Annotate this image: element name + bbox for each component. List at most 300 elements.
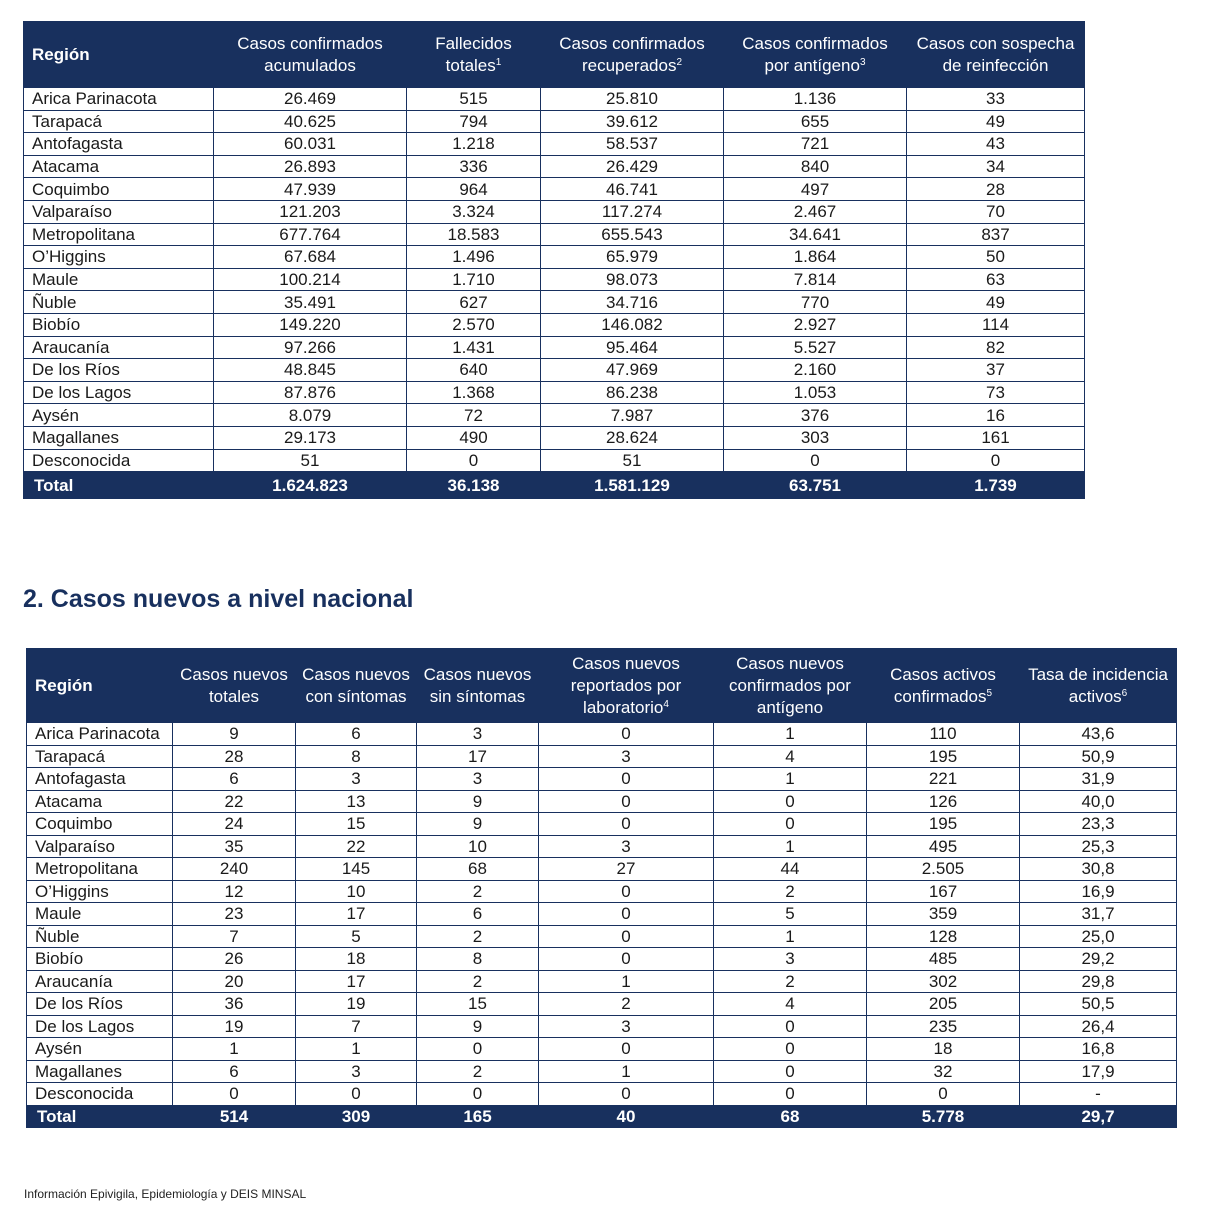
- value-cell: 8.079: [214, 404, 407, 427]
- region-cell: Maule: [24, 268, 214, 291]
- value-cell: 36: [173, 993, 296, 1016]
- region-cell: Aysén: [24, 404, 214, 427]
- cumulative-cases-table: [23, 21, 1085, 499]
- value-cell: 655: [724, 110, 907, 133]
- region-cell: Maule: [27, 903, 173, 926]
- value-cell: 0: [714, 1083, 867, 1106]
- value-cell: 39.612: [541, 110, 724, 133]
- value-cell: 964: [407, 178, 541, 201]
- value-cell: 2.570: [407, 313, 541, 336]
- value-cell: 770: [724, 291, 907, 314]
- region-cell: Arica Parinacota: [24, 88, 214, 111]
- value-cell: 82: [907, 336, 1085, 359]
- value-cell: 15: [296, 813, 417, 836]
- value-cell: 359: [867, 903, 1020, 926]
- value-cell: 490: [407, 426, 541, 449]
- value-cell: 16,9: [1020, 880, 1177, 903]
- value-cell: 376: [724, 404, 907, 427]
- value-cell: 3: [539, 835, 714, 858]
- table-row: [24, 133, 1085, 156]
- column-header: Casos nuevos sin síntomas: [417, 649, 539, 723]
- value-cell: 25,0: [1020, 925, 1177, 948]
- value-cell: 0: [907, 449, 1085, 472]
- value-cell: 235: [867, 1015, 1020, 1038]
- value-cell: 3: [417, 768, 539, 791]
- table-row: [24, 110, 1085, 133]
- value-cell: 24: [173, 813, 296, 836]
- value-cell: 97.266: [214, 336, 407, 359]
- value-cell: 1.136: [724, 88, 907, 111]
- value-cell: 4: [714, 745, 867, 768]
- column-header: Casos activos confirmados$^5$: [867, 649, 1020, 723]
- value-cell: 26.469: [214, 88, 407, 111]
- region-cell: Tarapacá: [24, 110, 214, 133]
- region-cell: O’Higgins: [24, 246, 214, 269]
- value-cell: 3: [539, 745, 714, 768]
- value-cell: 5: [296, 925, 417, 948]
- value-cell: 23,3: [1020, 813, 1177, 836]
- value-cell: 840: [724, 155, 907, 178]
- table-row: [24, 449, 1085, 472]
- value-cell: 2.505: [867, 858, 1020, 881]
- value-cell: 35.491: [214, 291, 407, 314]
- column-header: Casos confirmados acumulados: [214, 22, 407, 88]
- region-cell: Valparaíso: [24, 200, 214, 223]
- region-cell: Atacama: [27, 790, 173, 813]
- value-cell: 3: [296, 1060, 417, 1083]
- value-cell: 7: [296, 1015, 417, 1038]
- value-cell: 47.939: [214, 178, 407, 201]
- region-cell: Total: [27, 1105, 173, 1128]
- value-cell: 0: [539, 790, 714, 813]
- footnote-marker: 5: [986, 687, 993, 699]
- value-cell: 2: [417, 925, 539, 948]
- value-cell: 0: [724, 449, 907, 472]
- column-header: Casos con sospecha de reinfección: [907, 22, 1085, 88]
- table-row: [24, 246, 1085, 269]
- value-cell: 29,8: [1020, 970, 1177, 993]
- value-cell: 5.527: [724, 336, 907, 359]
- value-cell: 29,7: [1020, 1105, 1177, 1128]
- value-cell: 73: [907, 381, 1085, 404]
- value-cell: 1: [296, 1038, 417, 1061]
- value-cell: 1.368: [407, 381, 541, 404]
- table-row: [27, 903, 1177, 926]
- value-cell: 9: [417, 1015, 539, 1038]
- value-cell: 721: [724, 133, 907, 156]
- region-cell: Metropolitana: [27, 858, 173, 881]
- region-cell: Magallanes: [27, 1060, 173, 1083]
- value-cell: 26.429: [541, 155, 724, 178]
- value-cell: 48.845: [214, 359, 407, 382]
- region-cell: Desconocida: [27, 1083, 173, 1106]
- value-cell: 29,2: [1020, 948, 1177, 971]
- section-title: 2. Casos nuevos a nivel nacional: [23, 585, 414, 613]
- region-cell: Atacama: [24, 155, 214, 178]
- value-cell: 0: [539, 948, 714, 971]
- table-row: [24, 155, 1085, 178]
- table-row: [27, 1015, 1177, 1038]
- table-row: [27, 723, 1177, 746]
- value-cell: 50: [907, 246, 1085, 269]
- value-cell: 205: [867, 993, 1020, 1016]
- value-cell: 2: [417, 880, 539, 903]
- value-cell: 1.710: [407, 268, 541, 291]
- value-cell: 49: [907, 110, 1085, 133]
- value-cell: 3: [539, 1015, 714, 1038]
- value-cell: 19: [296, 993, 417, 1016]
- value-cell: 2: [714, 970, 867, 993]
- column-header: Casos confirmados recuperados$^2$: [541, 22, 724, 88]
- region-cell: Ñuble: [27, 925, 173, 948]
- table-row: [24, 268, 1085, 291]
- value-cell: 794: [407, 110, 541, 133]
- total-row: [27, 1105, 1177, 1128]
- table-header-row: [24, 22, 1085, 88]
- value-cell: 34: [907, 155, 1085, 178]
- value-cell: 15: [417, 993, 539, 1016]
- value-cell: 13: [296, 790, 417, 813]
- value-cell: 27: [539, 858, 714, 881]
- value-cell: 50,9: [1020, 745, 1177, 768]
- region-cell: Aysén: [27, 1038, 173, 1061]
- region-cell: Coquimbo: [24, 178, 214, 201]
- value-cell: 0: [417, 1038, 539, 1061]
- value-cell: 26.893: [214, 155, 407, 178]
- value-cell: 167: [867, 880, 1020, 903]
- value-cell: 2: [417, 1060, 539, 1083]
- value-cell: 36.138: [407, 472, 541, 499]
- value-cell: 0: [539, 723, 714, 746]
- value-cell: 1: [714, 768, 867, 791]
- value-cell: 627: [407, 291, 541, 314]
- value-cell: 0: [539, 813, 714, 836]
- value-cell: 3: [417, 723, 539, 746]
- value-cell: 2: [714, 880, 867, 903]
- column-header: Casos nuevos con síntomas: [296, 649, 417, 723]
- table-row: [27, 768, 1177, 791]
- value-cell: 0: [296, 1083, 417, 1106]
- table-row: [27, 813, 1177, 836]
- value-cell: 303: [724, 426, 907, 449]
- source-footnote: Información Epivigila, Epidemiología y DEIS MINSAL: [24, 1187, 307, 1201]
- region-cell: Magallanes: [24, 426, 214, 449]
- value-cell: 12: [173, 880, 296, 903]
- value-cell: 485: [867, 948, 1020, 971]
- value-cell: 1.053: [724, 381, 907, 404]
- value-cell: 17: [417, 745, 539, 768]
- value-cell: 121.203: [214, 200, 407, 223]
- value-cell: 117.274: [541, 200, 724, 223]
- value-cell: 9: [417, 790, 539, 813]
- value-cell: 2: [417, 970, 539, 993]
- value-cell: 114: [907, 313, 1085, 336]
- value-cell: 240: [173, 858, 296, 881]
- table-row: [27, 880, 1177, 903]
- value-cell: 5: [714, 903, 867, 926]
- region-cell: Desconocida: [24, 449, 214, 472]
- value-cell: 655.543: [541, 223, 724, 246]
- table-row: [24, 291, 1085, 314]
- value-cell: 34.641: [724, 223, 907, 246]
- value-cell: 23: [173, 903, 296, 926]
- value-cell: 40: [539, 1105, 714, 1128]
- value-cell: 10: [296, 880, 417, 903]
- table-row: [24, 200, 1085, 223]
- region-cell: De los Lagos: [24, 381, 214, 404]
- table-row: [27, 925, 1177, 948]
- value-cell: 33: [907, 88, 1085, 111]
- value-cell: 2.467: [724, 200, 907, 223]
- total-row: [24, 472, 1085, 499]
- value-cell: 28: [173, 745, 296, 768]
- value-cell: 1.624.823: [214, 472, 407, 499]
- region-cell: Arica Parinacota: [27, 723, 173, 746]
- column-header: Casos nuevos totales: [173, 649, 296, 723]
- value-cell: 18.583: [407, 223, 541, 246]
- value-cell: 515: [407, 88, 541, 111]
- value-cell: 0: [714, 1015, 867, 1038]
- value-cell: 514: [173, 1105, 296, 1128]
- value-cell: 128: [867, 925, 1020, 948]
- value-cell: 17: [296, 903, 417, 926]
- value-cell: 1.496: [407, 246, 541, 269]
- value-cell: 51: [541, 449, 724, 472]
- value-cell: 0: [714, 813, 867, 836]
- value-cell: 35: [173, 835, 296, 858]
- value-cell: 28: [907, 178, 1085, 201]
- value-cell: 0: [407, 449, 541, 472]
- region-cell: Biobío: [27, 948, 173, 971]
- value-cell: 40,0: [1020, 790, 1177, 813]
- value-cell: 43,6: [1020, 723, 1177, 746]
- region-cell: Tarapacá: [27, 745, 173, 768]
- table-row: [24, 381, 1085, 404]
- value-cell: 5.778: [867, 1105, 1020, 1128]
- value-cell: 47.969: [541, 359, 724, 382]
- value-cell: 4: [714, 993, 867, 1016]
- value-cell: 25,3: [1020, 835, 1177, 858]
- value-cell: 2.927: [724, 313, 907, 336]
- value-cell: 16,8: [1020, 1038, 1177, 1061]
- region-cell: Araucanía: [24, 336, 214, 359]
- value-cell: 165: [417, 1105, 539, 1128]
- region-cell: Total: [24, 472, 214, 499]
- table-row: [27, 1083, 1177, 1106]
- value-cell: 0: [539, 880, 714, 903]
- value-cell: 146.082: [541, 313, 724, 336]
- value-cell: 20: [173, 970, 296, 993]
- table-row: [24, 88, 1085, 111]
- value-cell: 161: [907, 426, 1085, 449]
- table-row: [27, 790, 1177, 813]
- value-cell: 309: [296, 1105, 417, 1128]
- value-cell: 63: [907, 268, 1085, 291]
- value-cell: 10: [417, 835, 539, 858]
- region-cell: Metropolitana: [24, 223, 214, 246]
- column-header: Tasa de incidencia activos$^6$: [1020, 649, 1177, 723]
- value-cell: 0: [867, 1083, 1020, 1106]
- value-cell: 17,9: [1020, 1060, 1177, 1083]
- value-cell: 34.716: [541, 291, 724, 314]
- region-cell: Antofagasta: [24, 133, 214, 156]
- value-cell: 9: [417, 813, 539, 836]
- value-cell: 1: [714, 723, 867, 746]
- value-cell: 0: [714, 790, 867, 813]
- value-cell: 19: [173, 1015, 296, 1038]
- column-header-region: Región: [24, 22, 214, 88]
- value-cell: 640: [407, 359, 541, 382]
- region-cell: O’Higgins: [27, 880, 173, 903]
- value-cell: 0: [539, 768, 714, 791]
- value-cell: 18: [867, 1038, 1020, 1061]
- value-cell: 110: [867, 723, 1020, 746]
- value-cell: 1: [539, 1060, 714, 1083]
- value-cell: 3.324: [407, 200, 541, 223]
- value-cell: 677.764: [214, 223, 407, 246]
- column-header: Casos nuevos confirmados por antígeno: [714, 649, 867, 723]
- value-cell: 1: [714, 925, 867, 948]
- value-cell: 70: [907, 200, 1085, 223]
- value-cell: 63.751: [724, 472, 907, 499]
- table-row: [24, 359, 1085, 382]
- region-cell: Coquimbo: [27, 813, 173, 836]
- value-cell: 149.220: [214, 313, 407, 336]
- value-cell: 95.464: [541, 336, 724, 359]
- footnote-marker: 1: [495, 56, 502, 68]
- region-cell: Biobío: [24, 313, 214, 336]
- value-cell: 0: [714, 1038, 867, 1061]
- value-cell: 31,7: [1020, 903, 1177, 926]
- value-cell: 68: [417, 858, 539, 881]
- table-row: [24, 313, 1085, 336]
- value-cell: 7.987: [541, 404, 724, 427]
- table-row: [27, 948, 1177, 971]
- value-cell: 0: [539, 1083, 714, 1106]
- table-row: [27, 745, 1177, 768]
- value-cell: 32: [867, 1060, 1020, 1083]
- value-cell: 50,5: [1020, 993, 1177, 1016]
- value-cell: 1.581.129: [541, 472, 724, 499]
- value-cell: 195: [867, 745, 1020, 768]
- table-row: [27, 970, 1177, 993]
- value-cell: 302: [867, 970, 1020, 993]
- value-cell: 28.624: [541, 426, 724, 449]
- value-cell: 3: [714, 948, 867, 971]
- value-cell: 0: [539, 903, 714, 926]
- region-cell: De los Ríos: [27, 993, 173, 1016]
- value-cell: 26,4: [1020, 1015, 1177, 1038]
- value-cell: 2: [539, 993, 714, 1016]
- value-cell: 17: [296, 970, 417, 993]
- value-cell: 67.684: [214, 246, 407, 269]
- value-cell: 1.431: [407, 336, 541, 359]
- region-cell: Valparaíso: [27, 835, 173, 858]
- value-cell: 497: [724, 178, 907, 201]
- value-cell: 37: [907, 359, 1085, 382]
- value-cell: 72: [407, 404, 541, 427]
- value-cell: 126: [867, 790, 1020, 813]
- value-cell: 87.876: [214, 381, 407, 404]
- value-cell: 0: [173, 1083, 296, 1106]
- value-cell: 6: [173, 768, 296, 791]
- value-cell: 2.160: [724, 359, 907, 382]
- value-cell: 60.031: [214, 133, 407, 156]
- value-cell: 8: [296, 745, 417, 768]
- value-cell: 7: [173, 925, 296, 948]
- footnote-marker: 4: [663, 698, 669, 710]
- footnote-marker: 3: [859, 56, 866, 68]
- value-cell: 31,9: [1020, 768, 1177, 791]
- footnote-marker: 6: [1121, 687, 1128, 699]
- value-cell: 336: [407, 155, 541, 178]
- value-cell: 26: [173, 948, 296, 971]
- value-cell: 65.979: [541, 246, 724, 269]
- column-header: Casos confirmados por antígeno$^3$: [724, 22, 907, 88]
- column-header: Casos nuevos reportados por laboratorio$^4$: [539, 649, 714, 723]
- value-cell: 86.238: [541, 381, 724, 404]
- table-row: [24, 223, 1085, 246]
- value-cell: 7.814: [724, 268, 907, 291]
- value-cell: 145: [296, 858, 417, 881]
- value-cell: 22: [173, 790, 296, 813]
- table-row: [27, 835, 1177, 858]
- value-cell: 495: [867, 835, 1020, 858]
- value-cell: 51: [214, 449, 407, 472]
- value-cell: 9: [173, 723, 296, 746]
- value-cell: 1.739: [907, 472, 1085, 499]
- column-header: Fallecidos totales$^1$: [407, 22, 541, 88]
- region-cell: Antofagasta: [27, 768, 173, 791]
- table-row: [27, 1038, 1177, 1061]
- value-cell: 1.218: [407, 133, 541, 156]
- value-cell: 44: [714, 858, 867, 881]
- value-cell: 1: [173, 1038, 296, 1061]
- value-cell: 1.864: [724, 246, 907, 269]
- region-cell: Ñuble: [24, 291, 214, 314]
- table-row: [24, 178, 1085, 201]
- table-row: [24, 404, 1085, 427]
- value-cell: 98.073: [541, 268, 724, 291]
- region-cell: De los Ríos: [24, 359, 214, 382]
- value-cell: 221: [867, 768, 1020, 791]
- table-row: [24, 426, 1085, 449]
- value-cell: 18: [296, 948, 417, 971]
- value-cell: 25.810: [541, 88, 724, 111]
- new-cases-table: [26, 648, 1177, 1128]
- region-cell: Araucanía: [27, 970, 173, 993]
- column-header-region: Región: [27, 649, 173, 723]
- value-cell: 16: [907, 404, 1085, 427]
- value-cell: 43: [907, 133, 1085, 156]
- value-cell: 30,8: [1020, 858, 1177, 881]
- value-cell: 0: [539, 925, 714, 948]
- value-cell: 1: [714, 835, 867, 858]
- value-cell: 46.741: [541, 178, 724, 201]
- table-row: [27, 1060, 1177, 1083]
- value-cell: 0: [714, 1060, 867, 1083]
- value-cell: 1: [539, 970, 714, 993]
- region-cell: De los Lagos: [27, 1015, 173, 1038]
- table-header-row: [27, 649, 1177, 723]
- value-cell: 22: [296, 835, 417, 858]
- footnote-marker: 2: [676, 56, 683, 68]
- value-cell: 68: [714, 1105, 867, 1128]
- value-cell: 195: [867, 813, 1020, 836]
- value-cell: 837: [907, 223, 1085, 246]
- table-row: [24, 336, 1085, 359]
- value-cell: 40.625: [214, 110, 407, 133]
